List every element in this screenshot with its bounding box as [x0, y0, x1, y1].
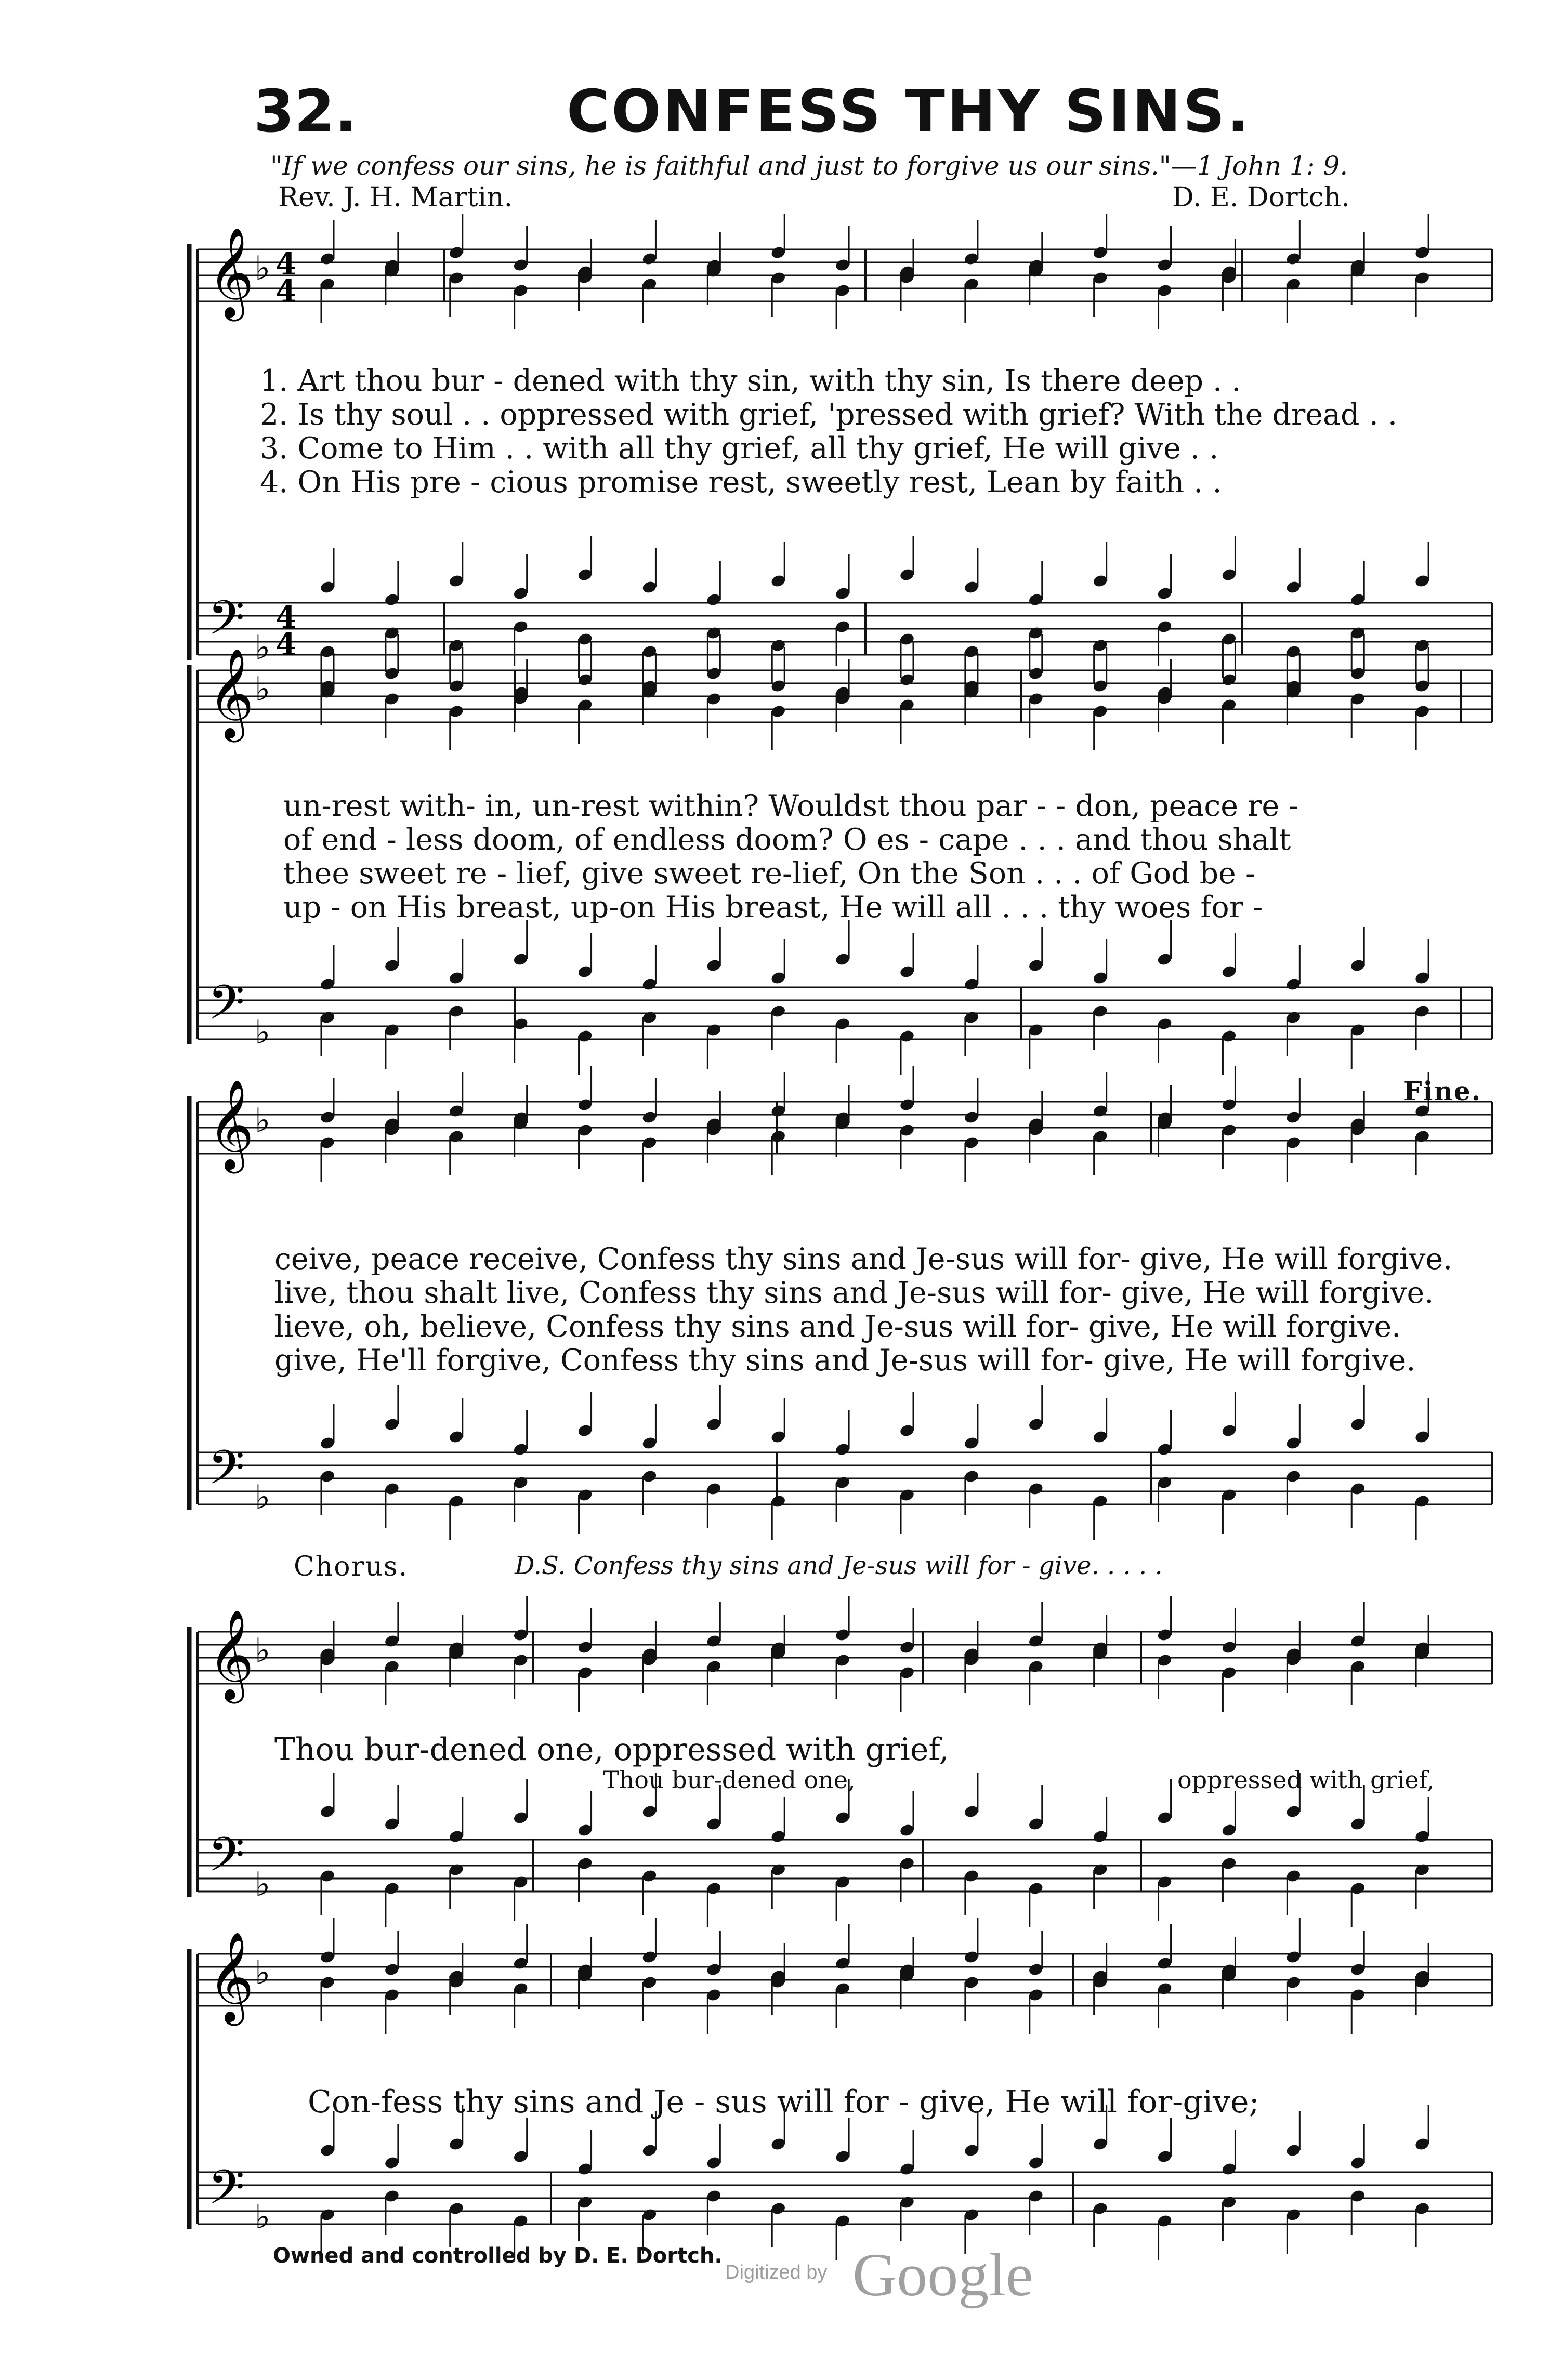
verse-2-line-a: 2. Is thy soul . . oppressed with grief, 'pressed with grief? With the dread . .	[260, 398, 1397, 432]
verse-4-line-c: give, He'll forgive, Confess thy sins and Je-sus will for- give, He will forgive.	[274, 1343, 1416, 1378]
treble-clef-icon: 𝄞	[208, 227, 254, 318]
composer-credit: D. E. Dortch.	[1172, 182, 1350, 213]
key-flat-icon: ♭	[255, 1102, 271, 1140]
key-flat-icon: ♭	[255, 670, 271, 709]
chorus-lyric-line-2: Con-fess thy sins and Je - sus will for - give, He will for-give;	[308, 2084, 1259, 2120]
bass-clef-icon: 𝄢	[208, 1827, 245, 1894]
key-flat-icon: ♭	[255, 1632, 271, 1670]
verse-3-line-b: thee sweet re - lief, give sweet re-lief, On the Son . . . of God be -	[283, 856, 1256, 891]
verse-1-line-a: 1. Art thou bur - dened with thy sin, with thy sin, Is there deep . .	[260, 364, 1241, 398]
digitized-by-label: Digitized by	[725, 2262, 828, 2283]
copyright-footer: Owned and controlled by D. E. Dortch.	[273, 2244, 723, 2268]
verse-1-line-b: un-rest with- in, un-rest within? Wouldst thou par - - don, peace re -	[283, 789, 1299, 823]
bass-clef-icon: 𝄢	[208, 590, 245, 657]
bass-echo-lyric-2: oppressed with grief,	[1177, 1766, 1435, 1794]
verse-2-line-c: live, thou shalt live, Confess thy sins and Je-sus will for- give, He will forgive.	[274, 1276, 1434, 1310]
treble-clef-icon: 𝄞	[208, 648, 254, 738]
key-flat-icon: ♭	[255, 1954, 271, 1992]
verse-4-line-a: 4. On His pre - cious promise rest, sweetly rest, Lean by faith . .	[260, 465, 1222, 499]
key-flat-icon: ♭	[255, 1478, 271, 1517]
hymn-title: CONFESS THY SINS.	[567, 78, 1251, 146]
fine-mark: Fine.	[1403, 1076, 1482, 1106]
bass-clef-icon: 𝄢	[208, 975, 245, 1041]
bass-clef-icon: 𝄢	[208, 1440, 245, 1506]
verse-3-line-a: 3. Come to Him . . with all thy grief, all thy grief, He will give . .	[260, 431, 1219, 466]
time-signature-bottom: 4	[275, 627, 297, 662]
scripture-epigraph: "If we confess our sins, he is faithful and just to forgive us our sins."—1 John 1: 9.	[270, 151, 1348, 181]
lyricist-credit: Rev. J. H. Martin.	[278, 182, 513, 213]
key-flat-icon: ♭	[255, 1013, 271, 1052]
verse-2-line-b: of end - less doom, of endless doom? O es - cape . . . and thou shalt	[283, 823, 1291, 857]
time-signature-top: 4	[275, 246, 297, 282]
verse-3-line-c: lieve, oh, believe, Confess thy sins and Je-sus will for- give, He will forgive.	[274, 1310, 1401, 1344]
chorus-label: Chorus.	[294, 1551, 409, 1582]
key-flat-icon: ♭	[255, 2198, 271, 2237]
key-flat-icon: ♭	[255, 249, 271, 288]
bass-clef-icon: 𝄢	[208, 2160, 245, 2226]
time-signature-bottom: 4	[275, 273, 297, 309]
key-flat-icon: ♭	[255, 1866, 271, 1904]
treble-clef-icon: 𝄞	[208, 1079, 254, 1170]
treble-clef-icon: 𝄞	[208, 1932, 254, 2022]
google-watermark-logo: Google	[852, 2241, 1033, 2309]
time-signature-top: 4	[275, 600, 297, 635]
treble-clef-icon: 𝄞	[208, 1609, 254, 1700]
dal-segno-instruction: D.S. Confess thy sins and Je-sus will for - give. . . . .	[515, 1551, 1163, 1580]
key-flat-icon: ♭	[255, 629, 271, 667]
chorus-lyric-line-1: Thou bur-dened one, oppressed with grief,	[274, 1731, 949, 1768]
verse-4-line-b: up - on His breast, up-on His breast, He will all . . . thy woes for -	[283, 890, 1263, 924]
verse-1-line-c: ceive, peace receive, Confess thy sins and Je-sus will for- give, He will forgive.	[274, 1242, 1453, 1276]
hymn-number: 32.	[254, 78, 357, 146]
bass-echo-lyric-1: Thou bur-dened one,	[603, 1766, 856, 1794]
